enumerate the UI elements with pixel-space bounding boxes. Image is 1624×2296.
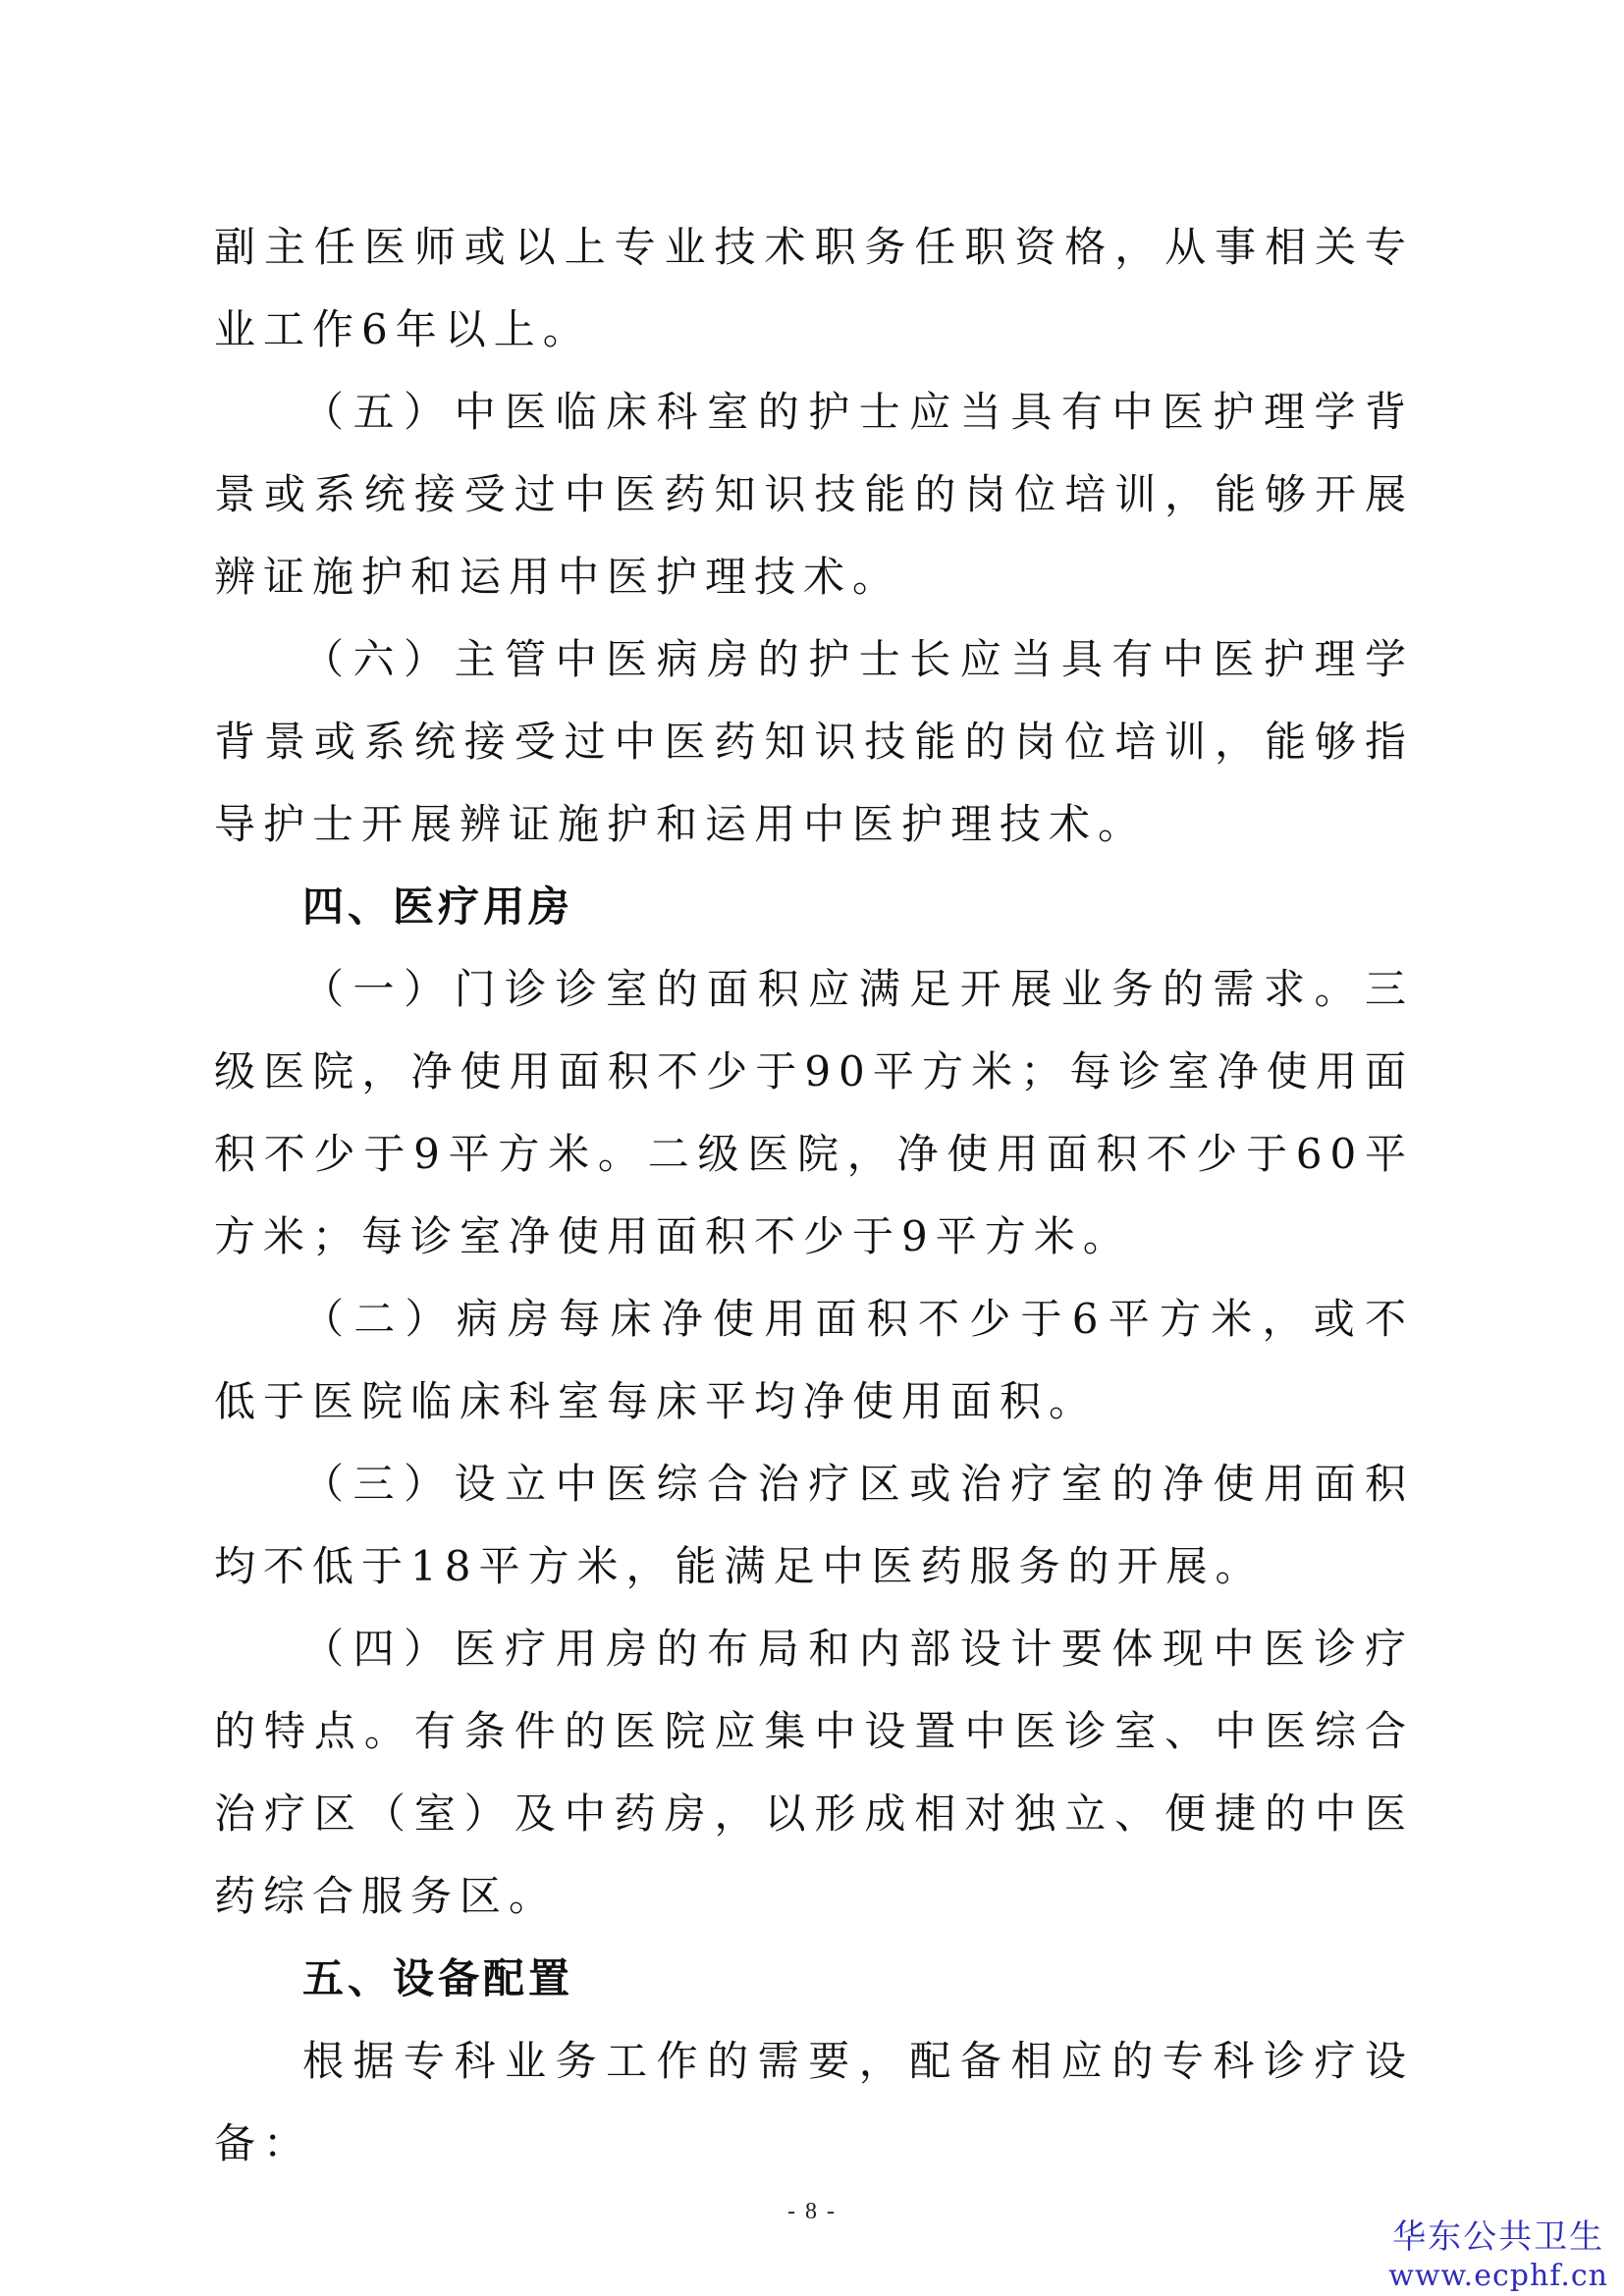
watermark-url: www.ecphf.cn [1388, 2259, 1608, 2293]
paragraph-nurse-qualification: （五）中医临床科室的护士应当具有中医护理学背景或系统接受过中医药知识技能的岗位培训，能够开展辨证施护和运用中医护理技术。 [214, 388, 1414, 601]
paragraph-room-layout: （四）医疗用房的布局和内部设计要体现中医诊疗的特点。有条件的医院应集中设置中医诊室、中医综合治疗区（室）及中药房，以形成相对独立、便捷的中医药综合服务区。 [214, 1625, 1414, 1920]
paragraph-head-nurse-qualification: （六）主管中医病房的护士长应当具有中医护理学背景或系统接受过中医药知识技能的岗位培训，能够指导护士开展辨证施护和运用中医护理技术。 [214, 635, 1414, 848]
page-number: - 8 - [787, 2199, 837, 2224]
paragraph-treatment-room-area: （三）设立中医综合治疗区或治疗室的净使用面积均不低于18平方米，能满足中医药服务的开展。 [214, 1460, 1414, 1590]
paragraph-outpatient-room-area: （一）门诊诊室的面积应满足开展业务的需求。三级医院，净使用面积不少于90平方米；每诊室净使用面积不少于9平方米。二级医院，净使用面积不少于60平方米；每诊室净使用面积不少于9平方米。 [214, 965, 1414, 1260]
paragraph-ward-bed-area: （二）病房每床净使用面积不少于6平方米，或不低于医院临床科室每床平均净使用面积。 [214, 1295, 1414, 1425]
watermark-name: 华东公共卫生 [1392, 2217, 1605, 2257]
paragraph-continuation: 副主任医师或以上专业技术职务任职资格，从事相关专业工作6年以上。 [214, 223, 1414, 353]
section-heading-medical-rooms: 四、医疗用房 [302, 882, 574, 931]
section-heading-equipment: 五、设备配置 [302, 1954, 574, 2002]
watermark [1388, 2216, 1608, 2295]
document-body [214, 206, 1414, 2185]
paragraph-equipment-intro: 根据专科业务工作的需要，配备相应的专科诊疗设备： [214, 2037, 1414, 2167]
